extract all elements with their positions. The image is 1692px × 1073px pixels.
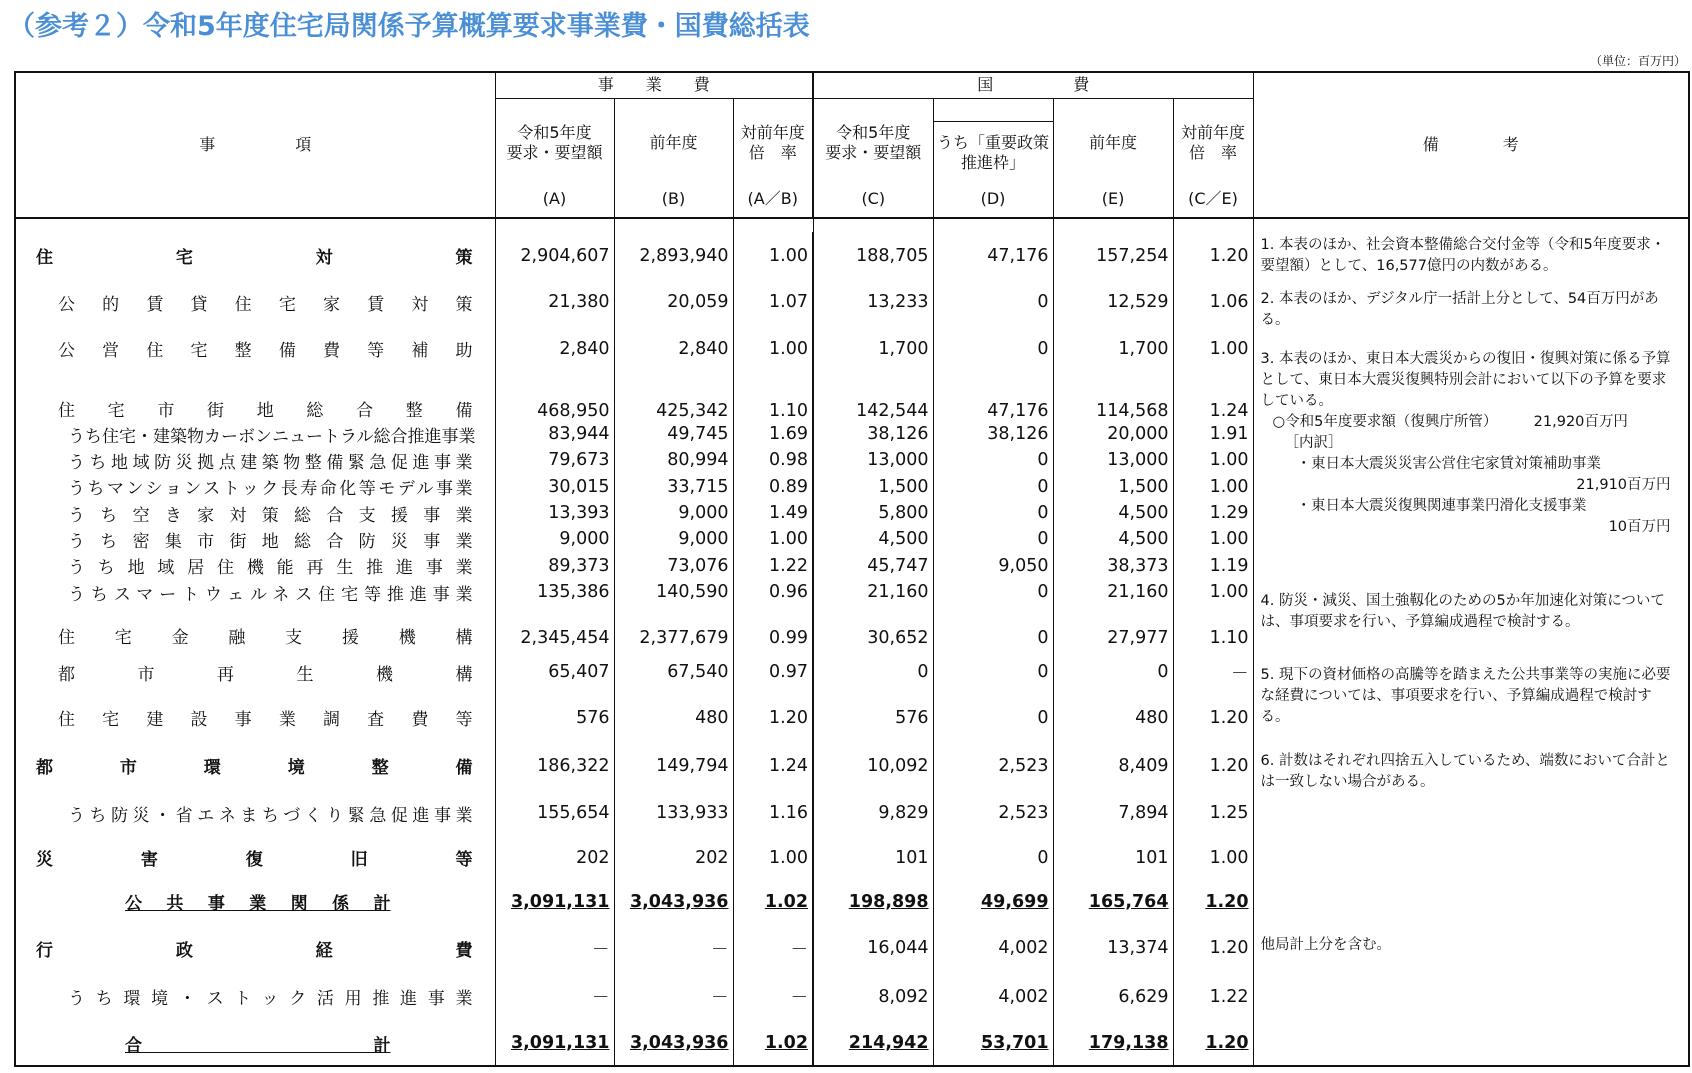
row-label: うち防災・省エネまちづくり緊急促進事業 [68, 805, 473, 826]
header-ce-label: 対前年度 倍 率 [1181, 122, 1246, 162]
header-a [495, 98, 614, 218]
cell-ab: 1.16 [733, 790, 813, 837]
header-b [614, 98, 733, 218]
cell-ce: 1.20 [1173, 924, 1253, 973]
cell-e: 13,000 [1053, 447, 1173, 473]
header-b-label: 前年度 [649, 132, 698, 152]
cell-ce: 1.00 [1173, 526, 1253, 552]
cell-ab: 0.89 [733, 474, 813, 500]
cell-a: 155,654 [495, 790, 614, 837]
cell-c: 1,700 [813, 326, 933, 373]
cell-e: 0 [1053, 650, 1173, 695]
cell-ab: 1.49 [733, 500, 813, 526]
cell-d: 47,176 [933, 372, 1053, 421]
row-label: うち空き家対策総合支援事業 [68, 505, 473, 526]
row-label: 災害復旧等 [36, 850, 473, 871]
cell-c: 4,500 [813, 526, 933, 552]
cell-c: 8,092 [813, 973, 933, 1022]
header-biko: 備 考 [1253, 72, 1689, 218]
cell-ab: 1.02 [733, 1021, 813, 1066]
cell-e: 480 [1053, 695, 1173, 742]
row-label: 住宅対策 [36, 248, 473, 269]
cell-ab: 0.96 [733, 579, 813, 605]
cell-ce: 1.20 [1173, 879, 1253, 924]
cell-e: 1,500 [1053, 474, 1173, 500]
cell-ce: 1.06 [1173, 279, 1253, 326]
cell-c: 5,800 [813, 500, 933, 526]
cell-e: 20,000 [1053, 421, 1173, 447]
cell-ce: 1.00 [1173, 579, 1253, 605]
cell-c: 214,942 [813, 1021, 933, 1066]
cell-d: 0 [933, 279, 1053, 326]
cell-a: － [495, 924, 614, 973]
remarks-column [1253, 218, 1689, 1066]
row-label: 行政経費 [36, 940, 473, 961]
cell-a: 468,950 [495, 372, 614, 421]
header-e [1053, 98, 1173, 218]
header-d [933, 98, 1053, 218]
header-a-code: (A) [542, 188, 567, 208]
cell-c: 16,044 [813, 924, 933, 973]
cell-ce: 1.20 [1173, 232, 1253, 279]
row-label: 公的賃貸住宅家賃対策 [58, 294, 473, 315]
row-label: うち住宅・建築物カーボンニュートラル総合推進事業 [68, 426, 476, 447]
cell-d: 0 [933, 579, 1053, 605]
remark-3 [1261, 349, 1671, 538]
cell-d: 0 [933, 650, 1053, 695]
row-label: 住宅建設事業調査費等 [58, 710, 473, 731]
cell-ab: 1.07 [733, 279, 813, 326]
cell-b: 9,000 [614, 526, 733, 552]
cell-a: 135,386 [495, 579, 614, 605]
cell-ab: 1.00 [733, 326, 813, 373]
header-jigyohi: 事 業 費 [495, 72, 813, 98]
cell-d: 9,050 [933, 553, 1053, 579]
remark-4: 4. 防災・減災、国土強靱化のための5か年加速化対策については、事項要求を行い、予算編成過程で検討する。 [1260, 593, 1665, 631]
cell-d: 47,176 [933, 232, 1053, 279]
cell-a: 202 [495, 837, 614, 880]
cell-c: 13,000 [813, 447, 933, 473]
cell-b: － [614, 973, 733, 1022]
cell-ce: 1.00 [1173, 837, 1253, 880]
row-label: うち地域防災拠点建築物整備緊急促進事業 [68, 452, 473, 473]
remark-3-item2: ・東日本大震災復興関連事業円滑化支援事業 [1296, 498, 1587, 515]
cell-b: 202 [614, 837, 733, 880]
header-a-label: 令和5年度 要求・要望額 [506, 122, 603, 162]
remark-5: 5. 現下の資材価格の高騰等を踏まえた公共事業等の実施に必要な経費については、事項要求を行い、予算編成過程で検討する。 [1260, 667, 1671, 726]
cell-a: 3,091,131 [495, 1021, 614, 1066]
cell-d: 2,523 [933, 790, 1053, 837]
cell-c: 30,652 [813, 605, 933, 650]
header-c-label: 令和5年度 要求・要望額 [825, 122, 922, 162]
cell-b: 2,840 [614, 326, 733, 373]
row-label: 住宅金融支援機構 [58, 628, 473, 648]
cell-ce: 1.20 [1173, 741, 1253, 790]
cell-b: 49,745 [614, 421, 733, 447]
header-d-code: (D) [980, 188, 1006, 208]
cell-ce: 1.00 [1173, 474, 1253, 500]
cell-ab: 0.97 [733, 650, 813, 695]
cell-ce: 1.00 [1173, 447, 1253, 473]
cell-a: 79,673 [495, 447, 614, 473]
cell-e: 1,700 [1053, 326, 1173, 373]
cell-a: 13,393 [495, 500, 614, 526]
cell-e: 157,254 [1053, 232, 1173, 279]
cell-d: 0 [933, 326, 1053, 373]
cell-c: 0 [813, 650, 933, 695]
cell-d: 4,002 [933, 924, 1053, 973]
cell-e: 4,500 [1053, 500, 1173, 526]
cell-ce: 1.20 [1173, 695, 1253, 742]
row-label: 合計 [125, 1035, 391, 1056]
cell-d: 38,126 [933, 421, 1053, 447]
cell-b: 67,540 [614, 650, 733, 695]
cell-ce: － [1173, 650, 1253, 695]
cell-ab: － [733, 924, 813, 973]
cell-a: 21,380 [495, 279, 614, 326]
cell-a: 576 [495, 695, 614, 742]
remark-7: 他局計上分を含む。 [1260, 937, 1392, 954]
cell-ce: 1.91 [1173, 421, 1253, 447]
cell-a: 2,840 [495, 326, 614, 373]
cell-b: 3,043,936 [614, 1021, 733, 1066]
cell-c: 576 [813, 695, 933, 742]
cell-c: 9,829 [813, 790, 933, 837]
cell-b: 480 [614, 695, 733, 742]
header-ab-label: 対前年度 倍 率 [740, 122, 805, 162]
cell-c: 142,544 [813, 372, 933, 421]
header-e-label: 前年度 [1089, 132, 1138, 152]
cell-d: 53,701 [933, 1021, 1053, 1066]
cell-ab: 1.00 [733, 526, 813, 552]
cell-d: 2,523 [933, 741, 1053, 790]
cell-c: 21,160 [813, 579, 933, 605]
row-label: うちスマートウェルネス住宅等推進事業 [68, 584, 473, 605]
cell-c: 38,126 [813, 421, 933, 447]
cell-b: 425,342 [614, 372, 733, 421]
cell-b: 2,377,679 [614, 605, 733, 650]
header-item: 事 項 [15, 72, 495, 218]
cell-ce: 1.10 [1173, 605, 1253, 650]
cell-e: 165,764 [1053, 879, 1173, 924]
cell-ab: 0.98 [733, 447, 813, 473]
row-label: 都市環境整備 [36, 758, 473, 779]
cell-ab: 1.24 [733, 741, 813, 790]
unit-label: （単位：百万円） [1589, 54, 1686, 68]
header-ab-code: (A／B) [747, 188, 798, 208]
cell-c: 188,705 [813, 232, 933, 279]
cell-a: 9,000 [495, 526, 614, 552]
header-c [813, 98, 933, 218]
cell-d: 0 [933, 500, 1053, 526]
remark-1: 1. 本表のほか、社会資本整備総合交付金等（令和5年度要求・要望額）として、16,577億円の内数がある。 [1260, 237, 1666, 275]
cell-b: 20,059 [614, 279, 733, 326]
remark-6: 6. 計数はそれぞれ四捨五入しているため、端数において合計とは一致しない場合がある。 [1260, 753, 1670, 791]
cell-c: 198,898 [813, 879, 933, 924]
cell-ab: － [733, 973, 813, 1022]
cell-ab: 1.00 [733, 837, 813, 880]
cell-a: 2,345,454 [495, 605, 614, 650]
row-label: 都市再生機構 [58, 664, 473, 685]
cell-e: 114,568 [1053, 372, 1173, 421]
cell-a: 2,904,607 [495, 232, 614, 279]
row-label: 公営住宅整備費等補助 [58, 341, 473, 362]
budget-table [14, 71, 1690, 1067]
cell-e: 4,500 [1053, 526, 1173, 552]
cell-d: 0 [933, 695, 1053, 742]
row-label: うちマンションストック長寿命化等モデル事業 [68, 479, 473, 500]
cell-ce: 1.19 [1173, 553, 1253, 579]
remark-3-text: 3. 本表のほか、東日本大震災からの復旧・復興対策に係る予算として、東日本大震災復興特別会計において以下の予算を要求している。 [1260, 351, 1671, 410]
cell-e: 6,629 [1053, 973, 1173, 1022]
cell-ce: 1.25 [1173, 790, 1253, 837]
remark-3-item1-value: 21,910百万円 [1576, 477, 1671, 494]
cell-ce: 1.00 [1173, 326, 1253, 373]
cell-c: 101 [813, 837, 933, 880]
cell-ce: 1.29 [1173, 500, 1253, 526]
cell-b: 140,590 [614, 579, 733, 605]
cell-b: 73,076 [614, 553, 733, 579]
cell-ab: 0.99 [733, 605, 813, 650]
cell-c: 45,747 [813, 553, 933, 579]
remark-3-amount: ○令和5年度要求額（復興庁所管） 21,920百万円 [1272, 414, 1628, 431]
cell-e: 12,529 [1053, 279, 1173, 326]
header-b-code: (B) [661, 188, 686, 208]
cell-ab: 1.69 [733, 421, 813, 447]
cell-e: 27,977 [1053, 605, 1173, 650]
cell-e: 38,373 [1053, 553, 1173, 579]
cell-ab: 1.00 [733, 232, 813, 279]
cell-b: － [614, 924, 733, 973]
remark-3-item2-value: 10百万円 [1608, 519, 1671, 536]
remark-2: 2. 本表のほか、デジタル庁一括計上分として、54百万円がある。 [1260, 291, 1659, 329]
header-d-label: うち「重要政策 推進枠」 [937, 132, 1050, 172]
cell-ce: 1.20 [1173, 1021, 1253, 1066]
row-label: うち環境・ストック活用推進事業 [68, 989, 473, 1010]
row-label: うち地域居住機能再生推進事業 [68, 558, 473, 579]
header-kokuhi: 国 費 [813, 72, 1253, 98]
cell-ab: 1.22 [733, 553, 813, 579]
cell-c: 1,500 [813, 474, 933, 500]
cell-a: 186,322 [495, 741, 614, 790]
cell-b: 2,893,940 [614, 232, 733, 279]
row-label: うち密集市街地総合防災事業 [68, 531, 473, 552]
cell-d: 0 [933, 605, 1053, 650]
cell-e: 13,374 [1053, 924, 1173, 973]
header-ab [733, 98, 813, 218]
row-label: 公共事業関係計 [125, 894, 391, 915]
cell-d: 0 [933, 474, 1053, 500]
cell-a: 83,944 [495, 421, 614, 447]
remark-3-breakdown: ［内訳］ [1284, 435, 1343, 452]
row-label: 住宅市街地総合整備 [58, 400, 473, 421]
page-title: （参考２）令和5年度住宅局関係予算概算要求事業費・国費総括表 [8, 11, 810, 42]
cell-d: 0 [933, 837, 1053, 880]
cell-e: 7,894 [1053, 790, 1173, 837]
cell-a: 89,373 [495, 553, 614, 579]
cell-c: 13,233 [813, 279, 933, 326]
cell-d: 49,699 [933, 879, 1053, 924]
cell-b: 133,933 [614, 790, 733, 837]
header-ce-code: (C／E) [1188, 188, 1238, 208]
cell-b: 149,794 [614, 741, 733, 790]
cell-ab: 1.20 [733, 695, 813, 742]
cell-d: 0 [933, 526, 1053, 552]
cell-a: 65,407 [495, 650, 614, 695]
cell-c: 10,092 [813, 741, 933, 790]
cell-e: 21,160 [1053, 579, 1173, 605]
cell-a: 3,091,131 [495, 879, 614, 924]
cell-b: 33,715 [614, 474, 733, 500]
cell-ce: 1.24 [1173, 372, 1253, 421]
header-ce [1173, 98, 1253, 218]
remark-3-item1: ・東日本大震災災害公営住宅家賃対策補助事業 [1296, 456, 1602, 473]
header-c-code: (C) [861, 188, 886, 208]
cell-e: 179,138 [1053, 1021, 1173, 1066]
cell-e: 8,409 [1053, 741, 1173, 790]
cell-b: 9,000 [614, 500, 733, 526]
cell-d: 0 [933, 447, 1053, 473]
cell-ab: 1.02 [733, 879, 813, 924]
cell-a: － [495, 973, 614, 1022]
cell-b: 80,994 [614, 447, 733, 473]
cell-ab: 1.10 [733, 372, 813, 421]
cell-b: 3,043,936 [614, 879, 733, 924]
cell-d: 4,002 [933, 973, 1053, 1022]
cell-e: 101 [1053, 837, 1173, 880]
cell-ce: 1.22 [1173, 973, 1253, 1022]
header-e-code: (E) [1101, 188, 1125, 208]
cell-a: 30,015 [495, 474, 614, 500]
